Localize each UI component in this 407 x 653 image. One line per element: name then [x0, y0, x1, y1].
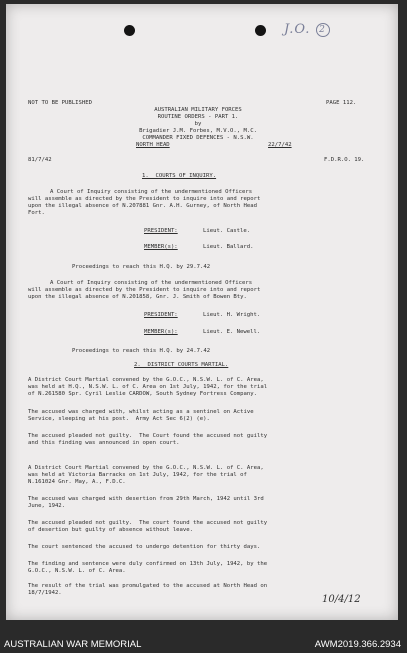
charge1-line1: The accused was charged with, whilst acting as a sentinel on Active: [28, 409, 254, 415]
header-title-3: by: [194, 121, 202, 127]
member-label: MEMBER(s):: [144, 244, 178, 250]
proceedings-2: Proceedings to reach this H.Q. by 24.7.42: [72, 348, 211, 354]
s1-para1-line2: will assemble as directed by the President to inquire into and report: [28, 196, 261, 202]
member-2-value: Lieut. E. Newell.: [203, 329, 261, 335]
case2-line2: was held at Victoria Barracks on 1st July, 1942, for the trial of: [28, 472, 247, 478]
punch-hole-right: [255, 25, 266, 36]
archive-footer: [0, 637, 407, 653]
plea1-line2: and this finding was announced in open court.: [28, 440, 180, 446]
plea2-line2: of desertion but guilty of absence without leave.: [28, 527, 194, 533]
footer-accession-id: AWM2019.366.2934: [314, 639, 401, 650]
s1-para2-line2: will assemble as directed by the President to inquire into and report: [28, 287, 261, 293]
promulgated2-line1: The result of the trial was promulgated to the accused at North Head on: [28, 583, 268, 589]
sentence2: The court sentenced the accused to undergo detention for thirty days.: [28, 544, 261, 550]
s1-para1-line4: Fort.: [28, 210, 45, 216]
header-title-2: ROUTINE ORDERS - PART 1.: [157, 114, 239, 120]
s1-para2-line1: A Court of Inquiry consisting of the undermentioned Officers: [50, 280, 253, 286]
case1-line1: A District Court Martial convened by the G.O.C., N.S.W. L. of C. Area,: [28, 377, 264, 383]
confirm2-line1: The finding and sentence were duly confirmed on 13th July, 1942, by the: [28, 561, 268, 567]
s1-para1-line1: A Court of Inquiry consisting of the undermentioned Officers: [50, 189, 253, 195]
handwritten-annotation: J.O. 2: [284, 22, 330, 37]
charge2-line2: June, 1942.: [28, 503, 66, 509]
document-page: [6, 4, 398, 620]
header-title-4: Brigadier J.M. Forbes, M.V.O., M.C.: [139, 128, 257, 134]
header-title-1: AUSTRALIAN MILITARY FORCES: [154, 107, 242, 113]
s1-para2-line3: upon the illegal absence of N.201858, Gnr. J. Smith of Bowen Bty.: [28, 294, 247, 300]
section-1-heading: 1. COURTS OF INQUIRY.: [142, 173, 217, 179]
member-2-label: MEMBER(s):: [144, 329, 178, 335]
header-location: NORTH HEAD: [136, 142, 170, 148]
plea1-line1: The accused pleaded not guilty. The Court found the accused not guilty: [28, 433, 268, 439]
punch-hole-left: [124, 25, 135, 36]
footer-institution: AUSTRALIAN WAR MEMORIAL: [4, 639, 142, 650]
page-number: PAGE 112.: [326, 100, 357, 106]
member-value: Lieut. Ballard.: [203, 244, 254, 250]
president-2-value: Lieut. H. Wright.: [203, 312, 261, 318]
proceedings-1: Proceedings to reach this H.Q. by 29.7.42: [72, 264, 211, 270]
section-2-heading: 2. DISTRICT COURTS MARTIAL.: [134, 362, 229, 368]
handwritten-signature: 10/4/12: [322, 594, 361, 605]
president-value: Lieut. Castle.: [203, 228, 251, 234]
confirm2-line2: G.O.C., N.S.W. L. of C. Area.: [28, 568, 126, 574]
case2-line3: N.161024 Gnr. May, A., F.D.C.: [28, 479, 126, 485]
s1-para1-line3: upon the illegal absence of N.207881 Gnr. A.H. Gurney, of North Head: [28, 203, 258, 209]
president-label: PRESIDENT:: [144, 228, 178, 234]
header-title-5: COMMANDER FIXED DEFENCES - N.S.W.: [142, 135, 254, 141]
case2-line1: A District Court Martial convened by the G.O.C., N.S.W. L. of C. Area,: [28, 465, 264, 471]
plea2-line1: The accused pleaded not guilty. The court found the accused not guilty: [28, 520, 268, 526]
not-to-be-published: NOT TO BE PUBLISHED: [28, 100, 92, 106]
fdro-reference: F.D.R.O. 19.: [324, 157, 365, 163]
charge2-line1: The accused was charged with desertion from 29th March, 1942 until 3rd: [28, 496, 264, 502]
case1-line3: of N.261580 Spr. Cyril Leslie CARDOW, South Sydney Fortress Company.: [28, 391, 258, 397]
promulgated2-line2: 18/7/1942.: [28, 590, 62, 596]
order-number: 81/7/42: [28, 157, 52, 163]
president-2-label: PRESIDENT:: [144, 312, 178, 318]
charge1-line2: Service, sleeping at his post. Army Act Sec 6(2) (e).: [28, 416, 210, 422]
case1-line2: was held at H.Q., N.S.W. L. of C. Area on 1st July, 1942, for the trial: [28, 384, 268, 390]
header-date: 22/7/42: [268, 142, 292, 148]
